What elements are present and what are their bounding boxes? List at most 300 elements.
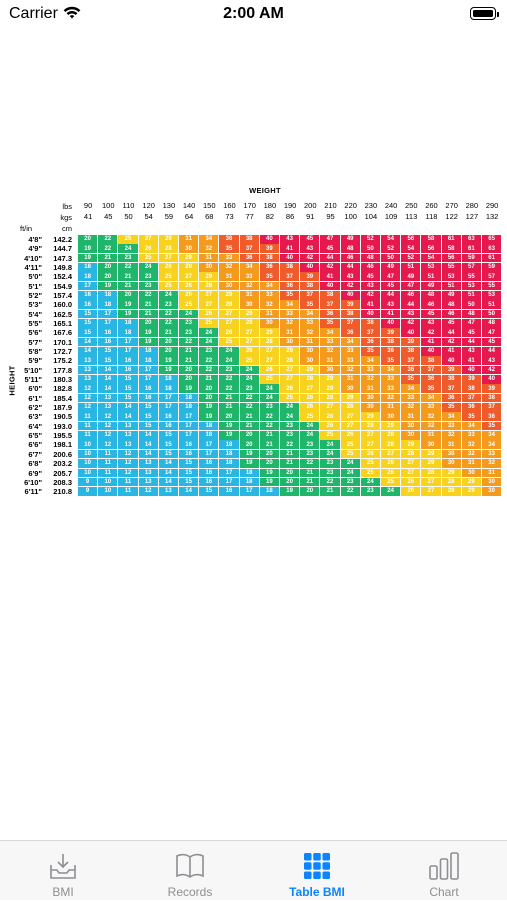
bmi-cell: 26 — [300, 394, 319, 403]
bmi-cell: 43 — [280, 235, 299, 244]
bmi-cell: 40 — [381, 319, 400, 328]
height-cm-label: 185.4 — [53, 393, 72, 403]
bmi-cell: 29 — [381, 422, 400, 431]
bmi-cell: 30 — [341, 384, 360, 393]
height-ftin-label: 6'2" — [28, 403, 42, 413]
bmi-cell: 19 — [139, 338, 158, 347]
bmi-cell: 12 — [98, 412, 117, 421]
bmi-cell: 39 — [401, 338, 420, 347]
kgs-header: 104 — [364, 212, 378, 221]
kgs-header: 122 — [445, 212, 458, 221]
height-cm-label: 172.7 — [53, 347, 72, 357]
bmi-cell: 14 — [118, 403, 137, 412]
bmi-cell: 18 — [260, 487, 279, 496]
bmi-cell: 22 — [280, 440, 299, 449]
height-cm-label: 142.2 — [53, 235, 72, 244]
bmi-cell: 34 — [381, 366, 400, 375]
bmi-cell: 24 — [118, 244, 137, 253]
kgs-header: 95 — [326, 212, 335, 221]
height-ftin-label: 6'9" — [28, 468, 42, 478]
bmi-cell: 10 — [98, 487, 117, 496]
bmi-cell: 43 — [361, 282, 380, 291]
bmi-cell: 30 — [280, 338, 299, 347]
bmi-cell: 38 — [401, 347, 420, 356]
bmi-cell: 51 — [462, 291, 481, 300]
bmi-cell: 43 — [300, 244, 319, 253]
bmi-cell: 30 — [260, 319, 279, 328]
bmi-cell: 43 — [482, 356, 501, 365]
bmi-cell: 48 — [421, 291, 440, 300]
kgs-header: 132 — [485, 212, 499, 221]
bmi-cell: 18 — [98, 291, 117, 300]
bmi-cell: 11 — [98, 450, 117, 459]
height-ftin-label: 6'10" — [24, 477, 42, 487]
bmi-cell: 40 — [421, 347, 440, 356]
bmi-cell: 39 — [381, 328, 400, 337]
bmi-cell: 11 — [98, 469, 117, 478]
bmi-cell: 48 — [462, 310, 481, 319]
kgs-header: 41 — [83, 212, 93, 221]
bmi-cell: 36 — [219, 235, 238, 244]
tab-bmi[interactable] — [0, 841, 126, 901]
height-ftin-label: 5'9" — [28, 356, 42, 366]
bmi-cell: 40 — [361, 310, 380, 319]
bmi-cell: 54 — [381, 235, 400, 244]
lbs-header: 90 — [83, 201, 93, 210]
bmi-cell: 37 — [341, 319, 360, 328]
bmi-cell: 19 — [219, 422, 238, 431]
bmi-cell: 23 — [139, 282, 158, 291]
bmi-cell: 56 — [442, 254, 461, 263]
bmi-cell: 32 — [421, 412, 440, 421]
height-ftin-label: 5'1" — [28, 281, 42, 291]
bmi-cell: 13 — [98, 403, 117, 412]
bmi-cell: 32 — [442, 431, 461, 440]
bmi-cell: 32 — [361, 375, 380, 384]
bmi-cell: 30 — [401, 422, 420, 431]
bmi-cell: 29 — [219, 291, 238, 300]
bmi-cell: 29 — [300, 366, 319, 375]
bmi-cell: 13 — [118, 431, 137, 440]
lbs-header: 100 — [102, 201, 115, 210]
bmi-cell: 54 — [401, 244, 420, 253]
bmi-cell: 28 — [300, 375, 319, 384]
bmi-cell: 20 — [118, 291, 137, 300]
bmi-cell: 34 — [462, 422, 481, 431]
bmi-cell: 15 — [139, 412, 158, 421]
kgs-header: 73 — [225, 212, 234, 221]
bmi-cell: 27 — [240, 328, 259, 337]
bmi-cell: 15 — [78, 310, 97, 319]
bmi-cell: 17 — [199, 440, 218, 449]
bmi-cell: 18 — [199, 422, 218, 431]
bmi-cell: 24 — [320, 450, 339, 459]
bmi-cell: 18 — [159, 375, 178, 384]
bmi-cell: 37 — [361, 328, 380, 337]
bmi-cell: 26 — [341, 431, 360, 440]
bmi-cell: 31 — [280, 328, 299, 337]
bmi-cell: 58 — [442, 244, 461, 253]
bmi-cell: 33 — [421, 403, 440, 412]
bmi-cell: 31 — [260, 310, 279, 319]
bmi-cell: 48 — [361, 254, 380, 263]
bmi-cell: 11 — [78, 422, 97, 431]
bmi-cell: 31 — [219, 272, 238, 281]
bmi-cell: 52 — [381, 244, 400, 253]
height-ftin-label: 6'7" — [28, 449, 42, 459]
kgs-header: 50 — [124, 212, 133, 221]
bmi-cell: 20 — [260, 459, 279, 468]
bmi-cell: 15 — [179, 469, 198, 478]
bmi-cell: 47 — [320, 235, 339, 244]
bmi-cell: 28 — [199, 282, 218, 291]
bmi-cell: 15 — [159, 431, 178, 440]
bmi-cell: 21 — [219, 403, 238, 412]
kgs-header: 91 — [306, 212, 315, 221]
bmi-cell: 26 — [300, 403, 319, 412]
bmi-cell: 23 — [219, 366, 238, 375]
height-cm-label: 208.3 — [53, 477, 72, 487]
bmi-cell: 19 — [240, 459, 259, 468]
height-ftin-label: 5'2" — [28, 291, 42, 301]
bmi-cell: 14 — [118, 412, 137, 421]
bmi-cell: 26 — [159, 263, 178, 272]
bmi-cell: 50 — [462, 300, 481, 309]
height-title: HEIGHT — [7, 365, 17, 396]
bmi-cell: 30 — [482, 478, 501, 487]
bmi-cell: 18 — [139, 356, 158, 365]
bmi-cell: 29 — [462, 487, 481, 496]
bmi-cell: 13 — [78, 366, 97, 375]
bmi-cell: 52 — [401, 254, 420, 263]
bmi-cell: 23 — [320, 469, 339, 478]
bmi-cell: 13 — [78, 375, 97, 384]
bmi-cell: 42 — [320, 263, 339, 272]
kgs-header: 54 — [144, 212, 153, 221]
bmi-cell: 46 — [442, 310, 461, 319]
lbs-unit: lbs — [62, 202, 72, 211]
bmi-cell: 24 — [240, 375, 259, 384]
bmi-cell: 19 — [219, 431, 238, 440]
bmi-cell: 18 — [240, 469, 259, 478]
height-cm-label: 187.9 — [53, 403, 72, 413]
bmi-cell: 18 — [78, 263, 97, 272]
bmi-cell: 20 — [78, 235, 97, 244]
height-ftin-label: 6'4" — [28, 421, 42, 431]
bmi-cell: 37 — [442, 384, 461, 393]
bmi-cell: 34 — [240, 263, 259, 272]
bmi-cell: 63 — [482, 244, 501, 253]
bmi-cell: 33 — [401, 394, 420, 403]
bmi-cell: 37 — [280, 272, 299, 281]
tab-table-bmi[interactable] — [254, 841, 380, 901]
bmi-cell: 18 — [219, 450, 238, 459]
bmi-cell: 27 — [421, 487, 440, 496]
height-cm-label: 147.3 — [53, 253, 72, 263]
bmi-cell: 46 — [341, 254, 360, 263]
bmi-cell: 24 — [199, 328, 218, 337]
bmi-cell: 35 — [421, 384, 440, 393]
bmi-cell: 16 — [199, 469, 218, 478]
bmi-cell: 32 — [421, 422, 440, 431]
kgs-header: 118 — [425, 212, 438, 221]
bmi-cell: 14 — [98, 375, 117, 384]
bmi-cell: 17 — [98, 310, 117, 319]
bmi-cell: 19 — [78, 244, 97, 253]
bmi-cell: 21 — [98, 254, 117, 263]
bmi-cell: 27 — [219, 319, 238, 328]
bmi-cell: 29 — [341, 394, 360, 403]
bmi-cell: 28 — [341, 403, 360, 412]
bmi-cell: 12 — [118, 450, 137, 459]
bmi-cell: 38 — [300, 282, 319, 291]
bmi-cell: 21 — [280, 450, 299, 459]
height-cm-label: 177.8 — [53, 365, 72, 375]
bmi-cell: 22 — [159, 310, 178, 319]
bmi-cell: 16 — [179, 440, 198, 449]
bmi-cell: 12 — [78, 394, 97, 403]
bmi-cell: 29 — [401, 440, 420, 449]
kgs-header: 77 — [245, 212, 254, 221]
bmi-cell: 30 — [361, 394, 380, 403]
bmi-cell: 33 — [442, 422, 461, 431]
bmi-cell: 44 — [401, 300, 420, 309]
bmi-cell: 21 — [260, 431, 279, 440]
bmi-cell: 31 — [341, 375, 360, 384]
bmi-cell: 16 — [98, 328, 117, 337]
height-ftin-label: 5'10" — [24, 365, 42, 375]
bmi-cell: 16 — [159, 422, 178, 431]
height-ftin-label: 5'3" — [28, 300, 42, 310]
bmi-cell: 22 — [159, 319, 178, 328]
height-ftin-label: 6'11" — [24, 487, 42, 497]
bmi-cell: 24 — [260, 384, 279, 393]
bmi-cell: 27 — [421, 478, 440, 487]
bmi-cell: 24 — [341, 469, 360, 478]
bmi-cell: 24 — [159, 291, 178, 300]
bmi-cell: 22 — [98, 244, 117, 253]
bmi-cell: 29 — [280, 347, 299, 356]
bmi-cell: 41 — [442, 347, 461, 356]
height-ftin-label: 6'0" — [28, 384, 42, 394]
bmi-cell: 15 — [179, 478, 198, 487]
bmi-cell: 27 — [401, 469, 420, 478]
bmi-cell: 26 — [179, 282, 198, 291]
bmi-cell: 33 — [260, 291, 279, 300]
bmi-cell: 29 — [179, 254, 198, 263]
bmi-cell: 30 — [320, 366, 339, 375]
bmi-cell: 33 — [381, 384, 400, 393]
bmi-cell: 14 — [159, 459, 178, 468]
bmi-cell: 18 — [98, 300, 117, 309]
bmi-cell: 24 — [300, 431, 319, 440]
bmi-cell: 25 — [199, 319, 218, 328]
bmi-cell: 21 — [280, 459, 299, 468]
bmi-cell: 26 — [381, 459, 400, 468]
bmi-cell: 27 — [300, 384, 319, 393]
bmi-cell: 21 — [118, 282, 137, 291]
bmi-cell: 46 — [421, 300, 440, 309]
bmi-cell: 24 — [199, 338, 218, 347]
tab-records[interactable] — [127, 841, 253, 901]
bmi-cell: 17 — [179, 412, 198, 421]
bmi-cell: 29 — [421, 450, 440, 459]
bmi-cell: 10 — [78, 450, 97, 459]
height-ftin-label: 6'6" — [28, 440, 42, 450]
lbs-header: 240 — [384, 201, 398, 210]
bmi-cell: 15 — [78, 319, 97, 328]
bmi-cell: 25 — [179, 300, 198, 309]
height-cm-label: 160.0 — [53, 300, 72, 310]
tab-chart[interactable] — [381, 841, 507, 901]
bmi-cell: 43 — [462, 347, 481, 356]
bmi-cell: 20 — [179, 366, 198, 375]
bmi-cell: 27 — [341, 412, 360, 421]
bmi-cell: 28 — [320, 394, 339, 403]
bmi-cell: 25 — [320, 431, 339, 440]
height-cm-label: 157.4 — [53, 291, 72, 301]
bmi-cell: 37 — [240, 244, 259, 253]
bmi-cell: 41 — [381, 310, 400, 319]
bmi-cell: 23 — [260, 403, 279, 412]
tab-records-label: Records — [167, 885, 213, 899]
bmi-cell: 22 — [300, 459, 319, 468]
bmi-cell: 25 — [240, 356, 259, 365]
bmi-cell: 46 — [361, 263, 380, 272]
bmi-cell: 47 — [381, 272, 400, 281]
lbs-header: 220 — [344, 201, 357, 210]
bmi-cell: 14 — [159, 478, 178, 487]
kgs-header: 64 — [184, 212, 194, 221]
bmi-cell: 21 — [240, 412, 259, 421]
bmi-cell: 13 — [159, 487, 178, 496]
bmi-cell: 12 — [139, 487, 158, 496]
height-ftin-label: 5'6" — [28, 328, 42, 338]
bmi-cell: 29 — [159, 235, 178, 244]
bmi-cell: 27 — [199, 291, 218, 300]
lbs-header: 190 — [283, 201, 297, 210]
bmi-cell: 16 — [219, 487, 238, 496]
bmi-cell: 17 — [219, 478, 238, 487]
bmi-cell: 27 — [381, 450, 400, 459]
bmi-cell: 56 — [421, 244, 440, 253]
bmi-cell: 53 — [421, 263, 440, 272]
bmi-cell: 20 — [280, 478, 299, 487]
bmi-cell: 26 — [361, 450, 380, 459]
bmi-cell: 13 — [78, 356, 97, 365]
kgs-header: 59 — [164, 212, 174, 221]
bmi-cell: 21 — [320, 487, 339, 496]
bmi-cell: 21 — [139, 310, 158, 319]
bmi-cell: 22 — [320, 478, 339, 487]
bmi-cell: 24 — [260, 394, 279, 403]
bmi-cell: 38 — [361, 319, 380, 328]
bmi-cell: 15 — [118, 375, 137, 384]
bmi-cell: 44 — [320, 254, 339, 263]
height-cm-label: 170.1 — [53, 337, 72, 347]
bmi-cell: 25 — [280, 394, 299, 403]
bmi-cell: 31 — [199, 254, 218, 263]
bmi-cell: 25 — [361, 469, 380, 478]
bmi-cell: 36 — [361, 338, 380, 347]
bmi-cell: 42 — [421, 328, 440, 337]
bmi-cell: 23 — [320, 459, 339, 468]
bmi-cell: 51 — [482, 300, 501, 309]
bmi-cell: 39 — [300, 272, 319, 281]
bmi-cell: 26 — [179, 291, 198, 300]
bmi-cell: 23 — [179, 319, 198, 328]
bmi-cell: 18 — [240, 478, 259, 487]
bmi-cell: 51 — [421, 272, 440, 281]
bmi-cell: 35 — [219, 244, 238, 253]
bmi-cell: 14 — [159, 469, 178, 478]
bmi-cell: 12 — [78, 403, 97, 412]
bmi-cell: 28 — [401, 450, 420, 459]
bmi-cell: 40 — [482, 375, 501, 384]
bmi-cell: 45 — [300, 235, 319, 244]
bmi-cell: 17 — [240, 487, 259, 496]
height-cm-label: 154.9 — [53, 281, 72, 291]
height-ftin-label: 5'8" — [28, 347, 42, 357]
bmi-cell: 28 — [442, 478, 461, 487]
bmi-cell: 44 — [482, 347, 501, 356]
grid-icon — [301, 851, 333, 881]
bmi-cell: 24 — [320, 440, 339, 449]
bmi-cell: 39 — [482, 384, 501, 393]
bmi-cell: 30 — [442, 459, 461, 468]
bmi-cell: 19 — [280, 487, 299, 496]
bmi-cell: 34 — [199, 235, 218, 244]
bmi-cell: 35 — [361, 347, 380, 356]
bmi-cell: 11 — [98, 459, 117, 468]
bmi-cell: 20 — [179, 375, 198, 384]
bmi-cell: 19 — [199, 403, 218, 412]
bmi-cell: 19 — [118, 310, 137, 319]
bmi-cell: 42 — [482, 366, 501, 375]
bmi-cell: 12 — [98, 422, 117, 431]
bmi-cell: 47 — [482, 328, 501, 337]
bmi-cell: 47 — [401, 282, 420, 291]
bmi-cell: 16 — [118, 366, 137, 375]
bmi-cell: 31 — [320, 356, 339, 365]
height-cm-label: 180.3 — [53, 375, 72, 385]
bmi-cell: 29 — [361, 412, 380, 421]
bmi-cell: 10 — [78, 459, 97, 468]
bmi-cell: 29 — [320, 375, 339, 384]
bmi-cell: 11 — [78, 431, 97, 440]
bmi-cell: 28 — [381, 431, 400, 440]
bmi-cell: 11 — [118, 478, 137, 487]
bmi-cell: 16 — [179, 450, 198, 459]
ftin-unit: ft/in — [20, 224, 33, 233]
bmi-cell: 45 — [381, 282, 400, 291]
bmi-cell: 19 — [98, 282, 117, 291]
bmi-cell: 16 — [78, 291, 97, 300]
bmi-cell: 32 — [260, 300, 279, 309]
bmi-cell: 27 — [401, 459, 420, 468]
bmi-cell: 16 — [159, 412, 178, 421]
bmi-cell: 11 — [78, 412, 97, 421]
bmi-cell: 42 — [401, 319, 420, 328]
bmi-cell: 38 — [381, 338, 400, 347]
bmi-cell: 58 — [421, 235, 440, 244]
bmi-cell: 44 — [442, 328, 461, 337]
bmi-cell: 32 — [401, 403, 420, 412]
kgs-header: 86 — [285, 212, 295, 221]
bmi-cell: 27 — [139, 235, 158, 244]
bmi-cell: 24 — [300, 422, 319, 431]
bmi-cell: 33 — [361, 366, 380, 375]
